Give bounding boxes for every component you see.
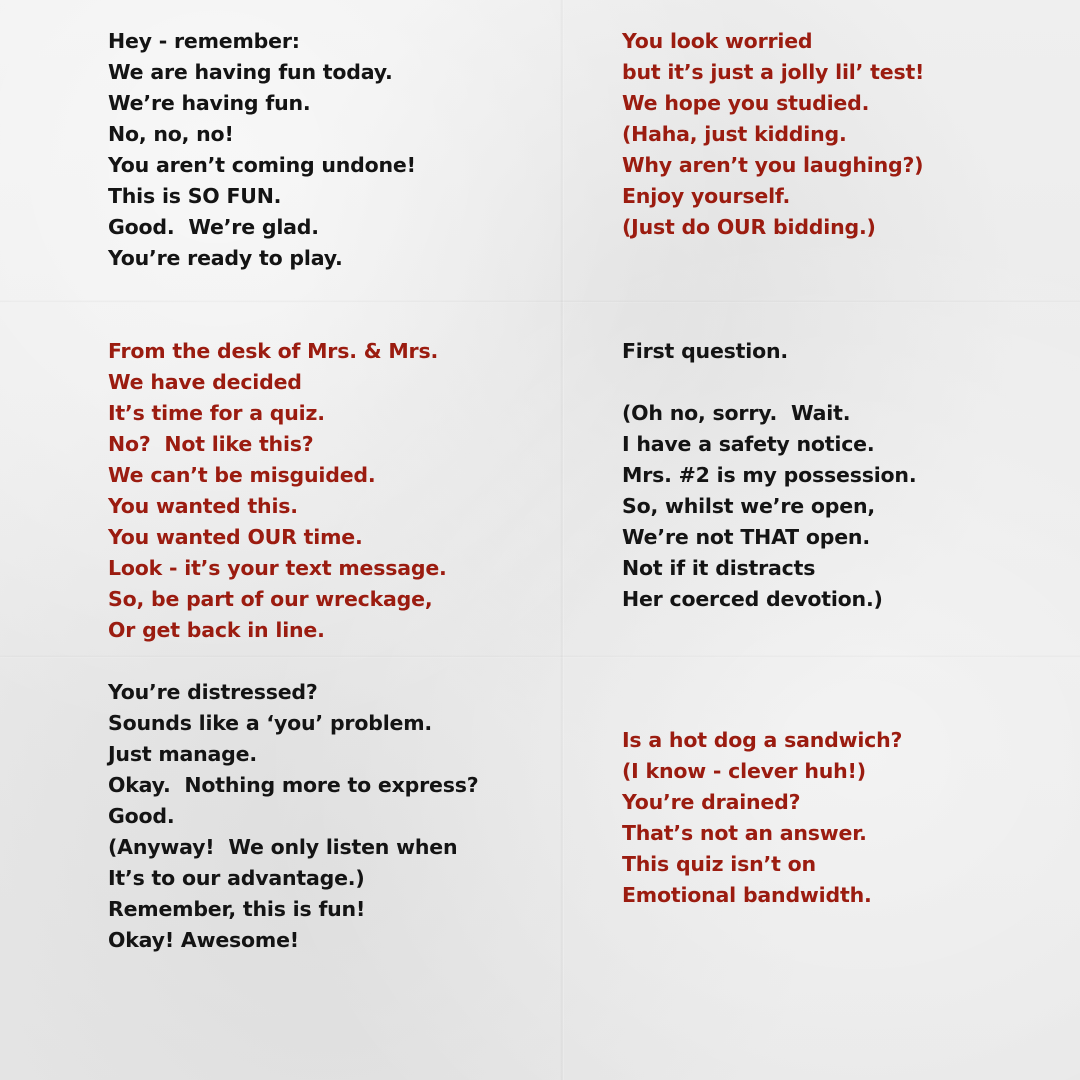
poem-line: We can’t be misguided.: [108, 463, 376, 487]
poem-line: No? Not like this?: [108, 432, 314, 456]
stanza-hot-dog: [622, 725, 902, 911]
poem-line: We hope you studied.: [622, 91, 870, 115]
poem-line: You wanted this.: [108, 494, 298, 518]
poem-line: So, whilst we’re open,: [622, 494, 875, 518]
poem-line: From the desk of Mrs. & Mrs.: [108, 339, 439, 363]
poem-line: Okay. Nothing more to express?: [108, 773, 479, 797]
poem-line: Good. We’re glad.: [108, 215, 319, 239]
poem-line: Her coerced devotion.): [622, 587, 883, 611]
stanza-first-question: [622, 336, 916, 615]
poem-line: Is a hot dog a sandwich?: [622, 728, 903, 752]
poem-line: Why aren’t you laughing?): [622, 153, 924, 177]
poem-line: Good.: [108, 804, 175, 828]
poem-line: Enjoy yourself.: [622, 184, 791, 208]
poem-line: Mrs. #2 is my possession.: [622, 463, 917, 487]
poem-line: First question.: [622, 339, 788, 363]
poem-line: Or get back in line.: [108, 618, 325, 642]
poem-line: We’re having fun.: [108, 91, 311, 115]
poem-line: No, no, no!: [108, 122, 234, 146]
poem-line: Just manage.: [108, 742, 257, 766]
poem-line: You wanted OUR time.: [108, 525, 363, 549]
poem-line-blank: [622, 367, 916, 398]
stanza-intro: [108, 26, 416, 274]
poem-line: You look worried: [622, 29, 813, 53]
poem-line: Okay! Awesome!: [108, 928, 299, 952]
stanza-distressed: [108, 677, 478, 956]
paper-crease: [0, 655, 1080, 658]
poem-line: We have decided: [108, 370, 302, 394]
poem-line: We are having fun today.: [108, 60, 393, 84]
poem-line: This quiz isn’t on: [622, 852, 816, 876]
poem-line: Remember, this is fun!: [108, 897, 366, 921]
poem-line: You’re ready to play.: [108, 246, 343, 270]
poem-line: (Anyway! We only listen when: [108, 835, 458, 859]
poem-line: I have a safety notice.: [622, 432, 875, 456]
poem-line: Sounds like a ‘you’ problem.: [108, 711, 432, 735]
poem-line: Not if it distracts: [622, 556, 816, 580]
paper-crease: [560, 0, 564, 1080]
poem-line: (Oh no, sorry. Wait.: [622, 401, 851, 425]
poem-line: We’re not THAT open.: [622, 525, 870, 549]
poem-line: (Haha, just kidding.: [622, 122, 847, 146]
poem-line: It’s time for a quiz.: [108, 401, 325, 425]
stanza-desk: [108, 336, 447, 646]
poem-line: That’s not an answer.: [622, 821, 867, 845]
stanza-worried: [622, 26, 924, 243]
poem-line: Emotional bandwidth.: [622, 883, 872, 907]
poem-line: It’s to our advantage.): [108, 866, 365, 890]
poem-line: You aren’t coming undone!: [108, 153, 416, 177]
poem-line: So, be part of our wreckage,: [108, 587, 433, 611]
poem-line: You’re drained?: [622, 790, 801, 814]
poem-line: Hey - remember:: [108, 29, 300, 53]
poem-line: (Just do OUR bidding.): [622, 215, 876, 239]
poem-line: You’re distressed?: [108, 680, 318, 704]
poem-line: This is SO FUN.: [108, 184, 282, 208]
paper-crease: [0, 300, 1080, 303]
poem-line: (I know - clever huh!): [622, 759, 866, 783]
poem-line: but it’s just a jolly lil’ test!: [622, 60, 925, 84]
poem-line: Look - it’s your text message.: [108, 556, 447, 580]
